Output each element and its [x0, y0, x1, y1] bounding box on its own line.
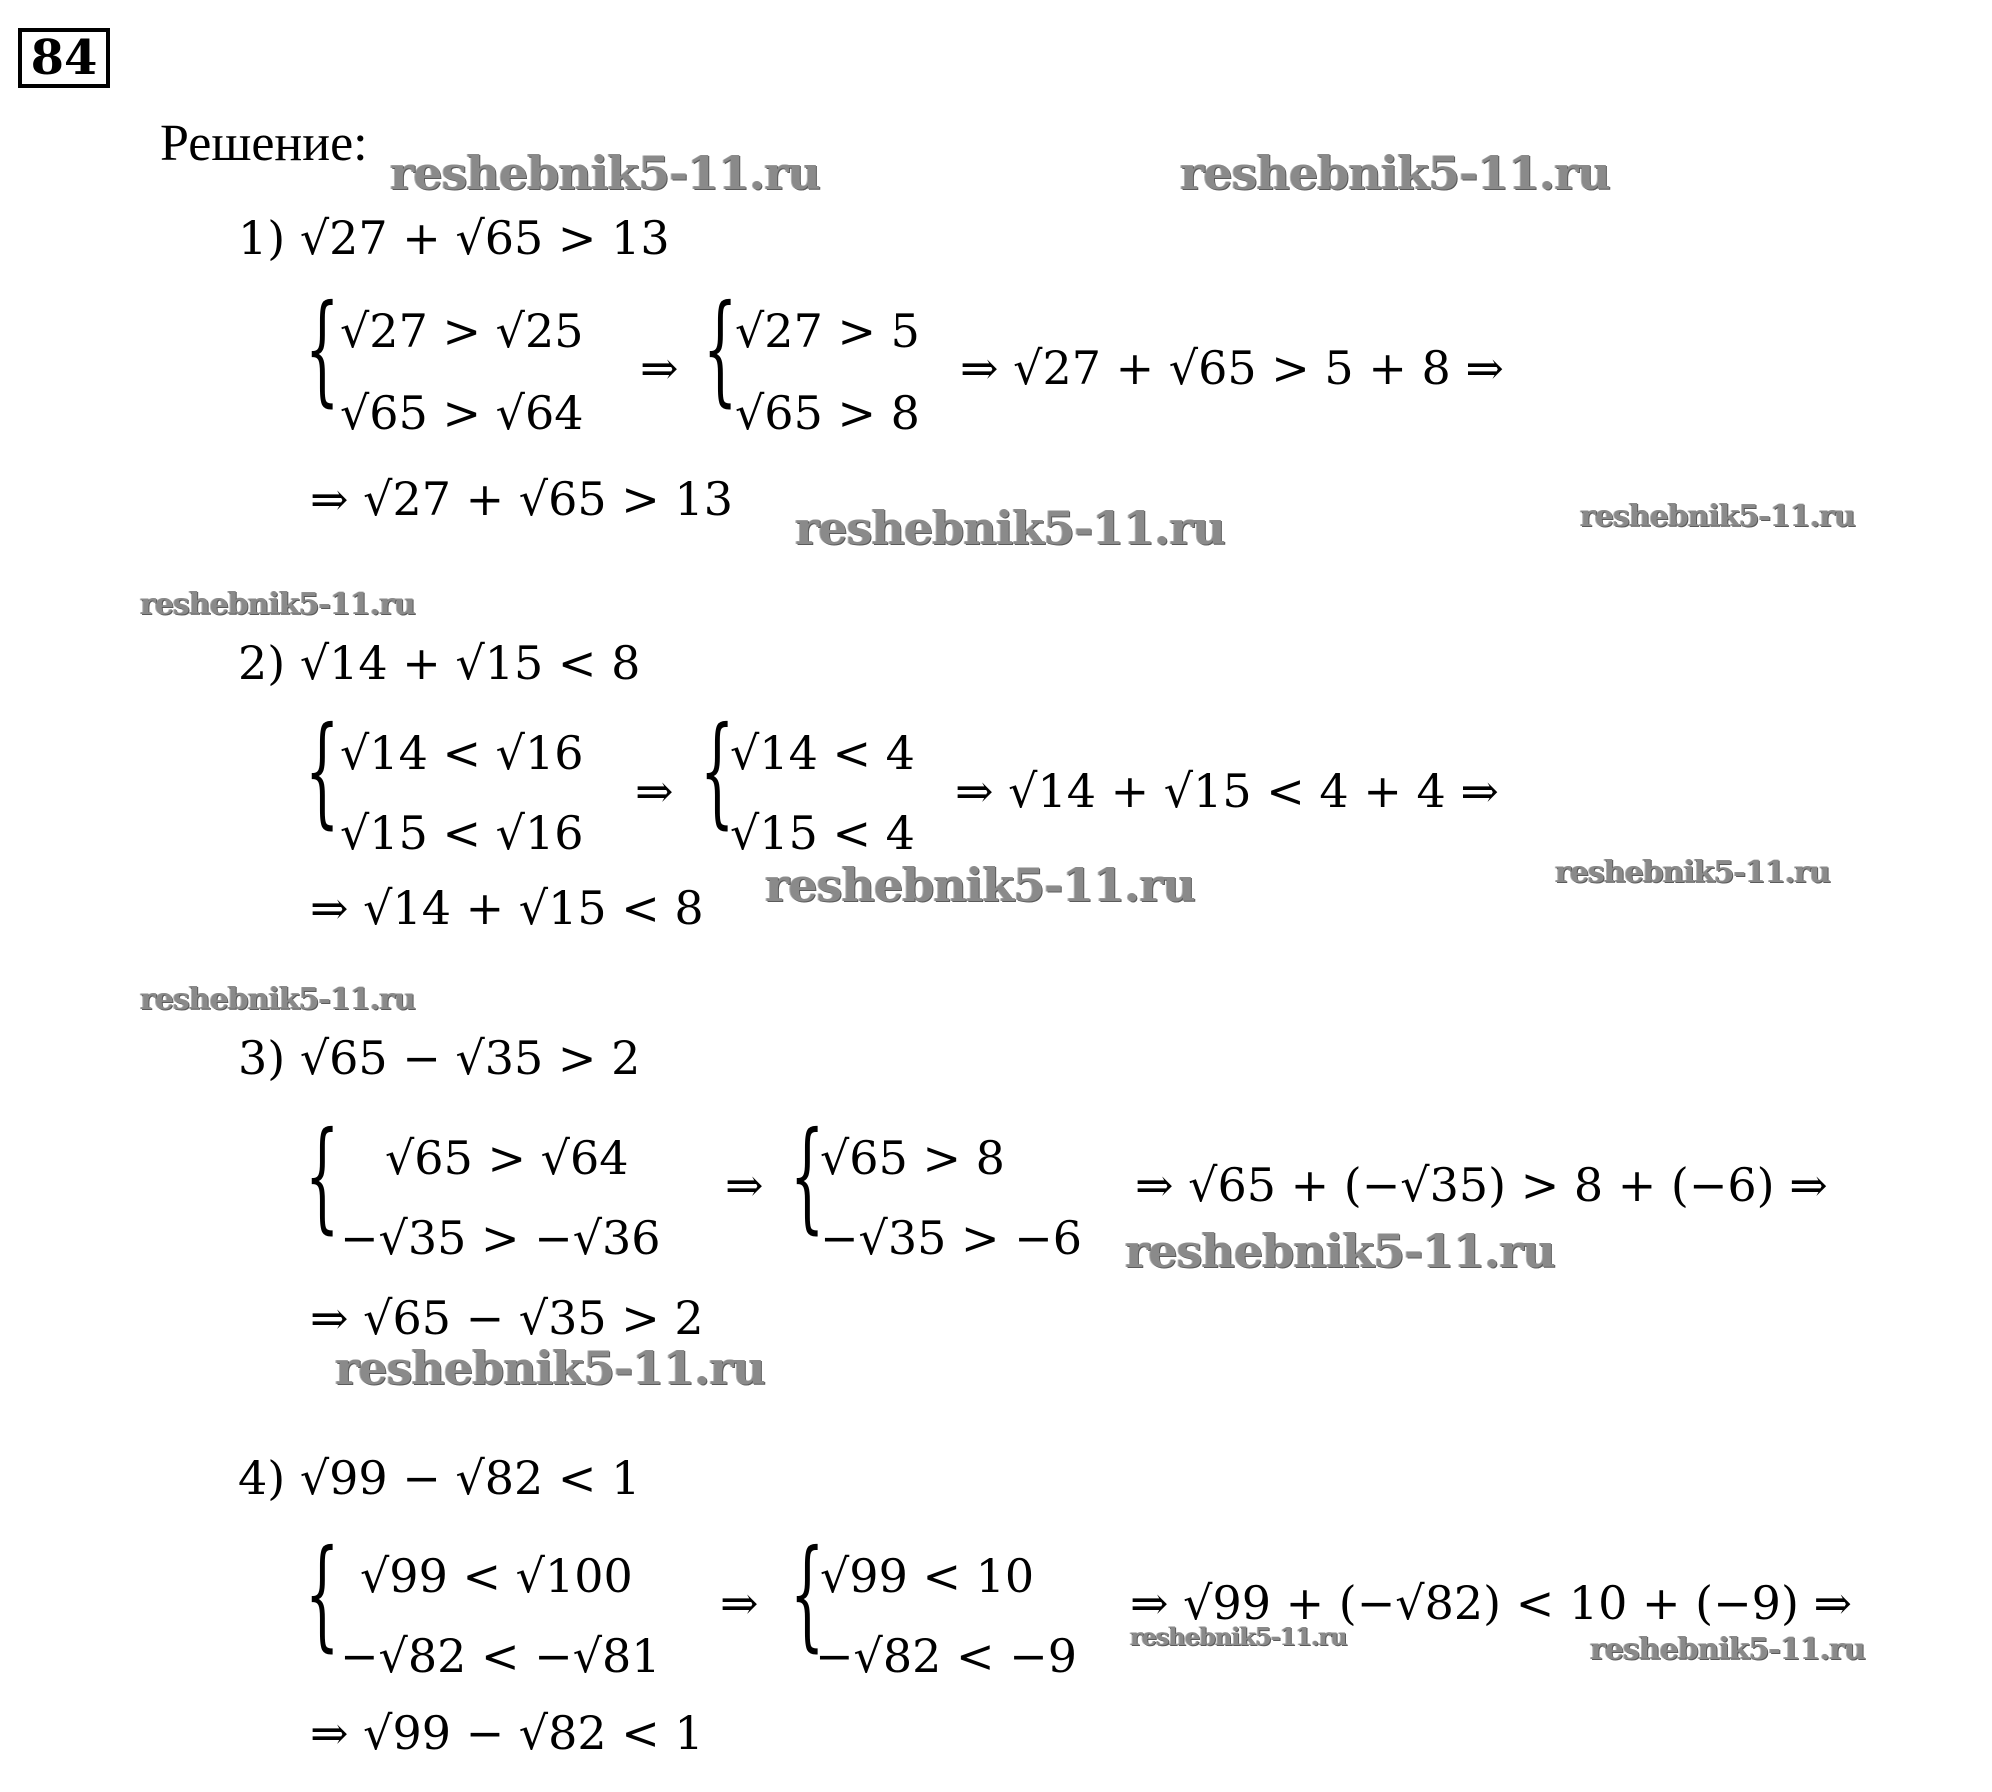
watermark: reshebnik5-11.ru: [1555, 855, 1830, 890]
system-brace: {: [305, 702, 340, 841]
system-line: √99 < √100: [360, 1549, 633, 1603]
part-statement: 4) √99 − √82 < 1: [238, 1451, 641, 1505]
system-line: √99 < 10: [820, 1549, 1035, 1603]
system-line: √14 < 4: [730, 726, 915, 780]
part-statement: 1) √27 + √65 > 13: [238, 211, 670, 265]
implication-chain: ⇒ √99 + (−√82) < 10 + (−9) ⇒: [1130, 1576, 1853, 1630]
system-line: √27 > 5: [735, 304, 920, 358]
system-line: √14 < √16: [340, 726, 584, 780]
system-line: √15 < √16: [340, 806, 584, 860]
watermark: reshebnik5-11.ru: [1125, 1224, 1555, 1278]
watermark: reshebnik5-11.ru: [335, 1341, 765, 1395]
part-conclusion: ⇒ √65 − √35 > 2: [310, 1291, 704, 1345]
system-line: √15 < 4: [730, 806, 915, 860]
solution-heading: Решение:: [160, 115, 368, 172]
system-brace: {: [700, 702, 735, 841]
watermark: reshebnik5-11.ru: [1590, 1632, 1865, 1667]
implies-arrow: ⇒: [725, 1158, 764, 1212]
watermark: reshebnik5-11.ru: [1580, 499, 1855, 534]
part-conclusion: ⇒ √14 + √15 < 8: [310, 881, 704, 935]
system-brace: {: [790, 1107, 825, 1246]
implication-chain: ⇒ √14 + √15 < 4 + 4 ⇒: [955, 764, 1499, 818]
system-brace: {: [305, 280, 340, 419]
system-line: −√35 > −√36: [340, 1211, 661, 1265]
implication-chain: ⇒ √65 + (−√35) > 8 + (−6) ⇒: [1135, 1158, 1828, 1212]
part-statement: 3) √65 − √35 > 2: [238, 1031, 641, 1085]
system-brace: {: [305, 1525, 340, 1664]
system-line: √65 > 8: [820, 1131, 1005, 1185]
implication-chain: ⇒ √27 + √65 > 5 + 8 ⇒: [960, 341, 1504, 395]
watermark: reshebnik5-11.ru: [765, 858, 1195, 912]
watermark: reshebnik5-11.ru: [140, 982, 415, 1017]
watermark: reshebnik5-11.ru: [1130, 1622, 1347, 1651]
system-line: √65 > √64: [385, 1131, 629, 1185]
problem-number: 84: [18, 28, 110, 88]
system-line: −√82 < −9: [815, 1629, 1077, 1683]
watermark: reshebnik5-11.ru: [390, 146, 820, 200]
implies-arrow: ⇒: [720, 1576, 759, 1630]
part-statement: 2) √14 + √15 < 8: [238, 636, 641, 690]
system-line: −√82 < −√81: [340, 1629, 661, 1683]
system-line: √65 > 8: [735, 386, 920, 440]
implies-arrow: ⇒: [635, 764, 674, 818]
part-conclusion: ⇒ √27 + √65 > 13: [310, 472, 733, 526]
system-brace: {: [305, 1107, 340, 1246]
watermark: reshebnik5-11.ru: [795, 501, 1225, 555]
implies-arrow: ⇒: [640, 341, 679, 395]
system-line: −√35 > −6: [820, 1211, 1082, 1265]
system-line: √65 > √64: [340, 386, 584, 440]
watermark: reshebnik5-11.ru: [140, 587, 415, 622]
system-brace: {: [703, 280, 738, 419]
system-line: √27 > √25: [340, 304, 584, 358]
system-brace: {: [790, 1525, 825, 1664]
watermark: reshebnik5-11.ru: [1180, 146, 1610, 200]
part-conclusion: ⇒ √99 − √82 < 1: [310, 1706, 704, 1760]
